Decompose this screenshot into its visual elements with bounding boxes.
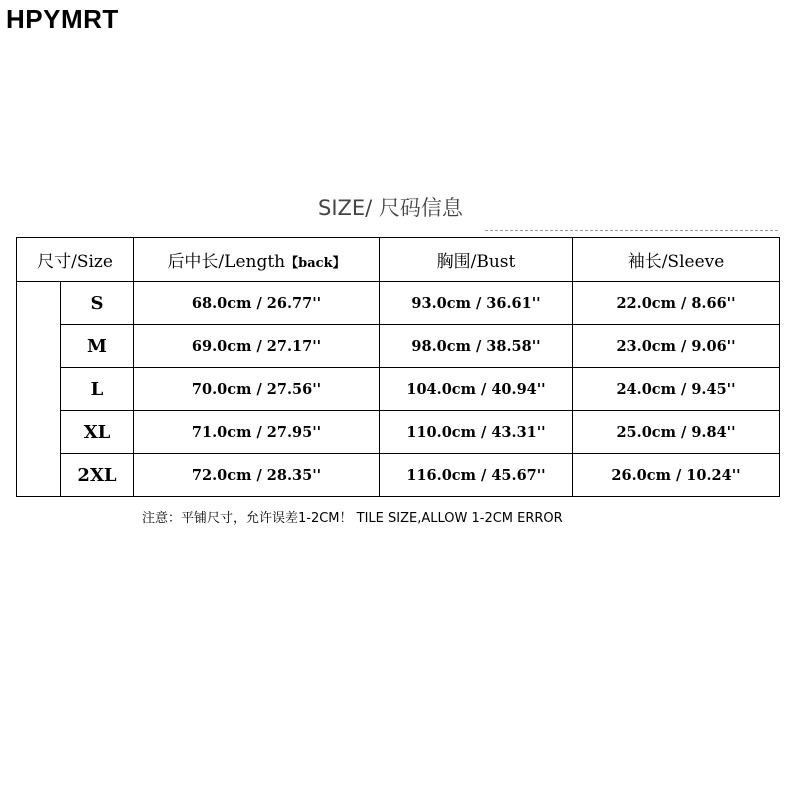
size-table	[16, 237, 780, 497]
header-length	[134, 238, 380, 282]
sleeve-cell: 23.0cm / 9.06''	[573, 325, 780, 368]
bust-cell: 93.0cm / 36.61''	[380, 282, 573, 325]
header-size: 尺寸/Size	[17, 238, 134, 282]
size-cell: M	[61, 325, 134, 368]
length-cell: 72.0cm / 28.35''	[134, 454, 380, 497]
header-bust: 胸围/Bust	[380, 238, 573, 282]
sleeve-cell: 24.0cm / 9.45''	[573, 368, 780, 411]
table-row	[17, 411, 780, 454]
table-row	[17, 282, 780, 325]
table-header-row	[17, 238, 780, 282]
length-cell: 70.0cm / 27.56''	[134, 368, 380, 411]
size-cell: XL	[61, 411, 134, 454]
header-length-label: 后中长/Length	[167, 252, 286, 272]
size-cell: S	[61, 282, 134, 325]
bust-cell: 104.0cm / 40.94''	[380, 368, 573, 411]
sleeve-cell: 22.0cm / 8.66''	[573, 282, 780, 325]
header-sleeve: 袖长/Sleeve	[573, 238, 780, 282]
sleeve-cell: 25.0cm / 9.84''	[573, 411, 780, 454]
table-row	[17, 368, 780, 411]
brand-logo: HPYMRT	[6, 4, 119, 34]
header-length-suffix: 【back】	[285, 256, 346, 271]
title-divider	[485, 230, 778, 231]
length-cell: 68.0cm / 26.77''	[134, 282, 380, 325]
bust-cell: 110.0cm / 43.31''	[380, 411, 573, 454]
table-row	[17, 454, 780, 497]
size-cell: L	[61, 368, 134, 411]
sleeve-cell: 26.0cm / 10.24''	[573, 454, 780, 497]
table-row	[17, 325, 780, 368]
chart-title: SIZE/ 尺码信息	[318, 196, 463, 220]
bust-cell: 116.0cm / 45.67''	[380, 454, 573, 497]
size-cell: 2XL	[61, 454, 134, 497]
length-cell: 71.0cm / 27.95''	[134, 411, 380, 454]
tolerance-note: 注意：平铺尺寸，允许误差1-2CM！ TILE SIZE,ALLOW 1-2CM ERROR	[142, 511, 563, 526]
bust-cell: 98.0cm / 38.58''	[380, 325, 573, 368]
length-cell: 69.0cm / 27.17''	[134, 325, 380, 368]
blank-column	[17, 282, 61, 497]
